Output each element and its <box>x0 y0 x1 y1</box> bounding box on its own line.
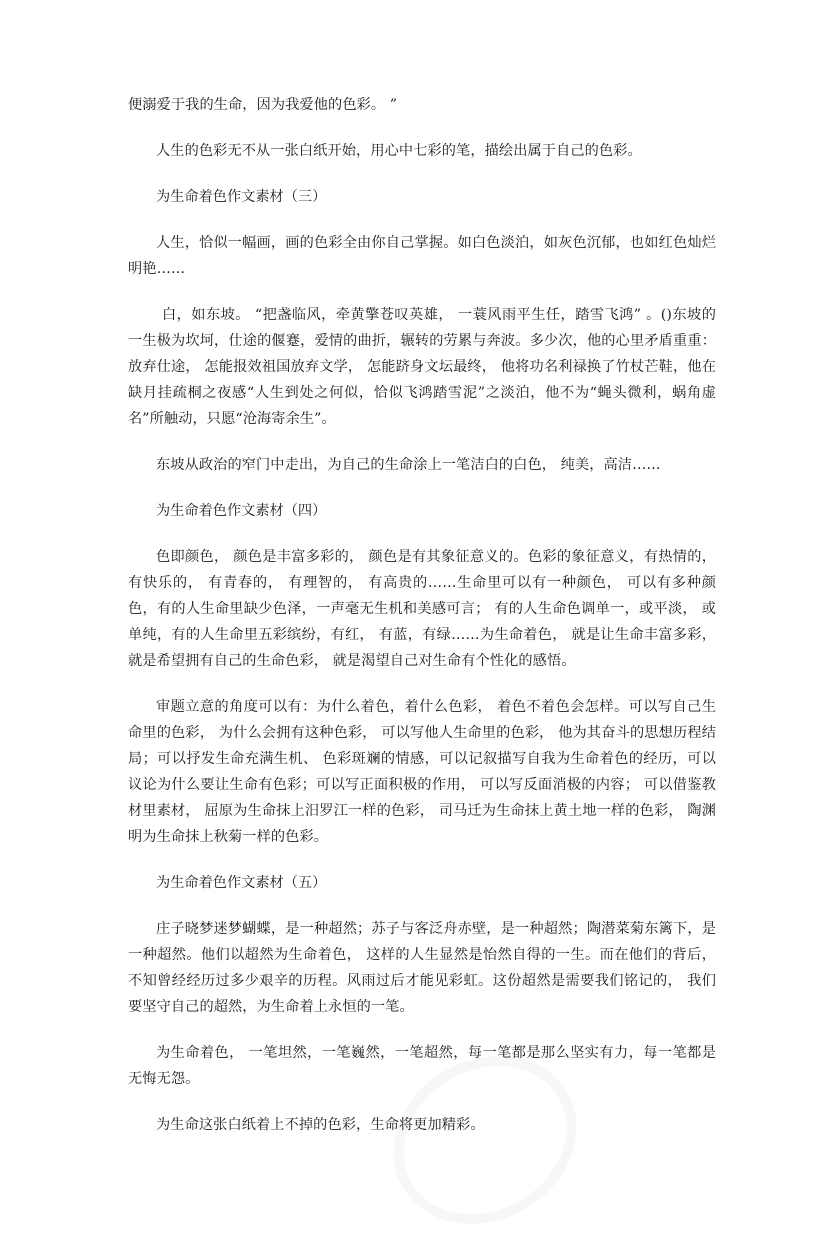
paragraph-7: 审题立意的角度可以有：为什么着色，着什么色彩， 着色不着色会怎样。可以写自己生命里的色彩， 为什么会拥有这种色彩， 可以写他人生命里的色彩， 他为其奋斗的思想历程结局；可以抒发生命充满生机、 色彩斑斓的情感，可以记叙描写自我为生命着色的经历，可以议论为什么要让生命有色彩；可以写正面积极的作用， 可以写反面消极的内容； 可以借鉴教材里素材， 屈原为生命抹上汨罗江一样的色彩， 司马迁为生命抹上黄土地一样的色彩， 陶渊明为生命抹上秋菊一样的色彩。 <box>128 699 716 845</box>
paragraph-4: 白，如东坡。 “把盏临风，牵黄擎苍叹英雄， 一蓑风雨平生任，踏雪飞鸿” 。()东坡的一生极为坎坷，仕途的偃蹇，爱情的曲折，辗转的劳累与奔波。多少次，他的心里矛盾重重：放弃仕途， 怎能报效祖国放弃文学， 怎能跻身文坛最终， 他将功名利禄换了竹杖芒鞋，他在缺月挂疏桐之夜感“人生到处之何似，恰似飞鸿踏雪泥”之淡泊，他不为“蝇头微利，蜗角虚名”所触动，只愿“沧海寄余生”。 <box>128 307 716 427</box>
paragraph-6: 色即颜色， 颜色是丰富多彩的， 颜色是有其象征意义的。色彩的象征意义，有热情的，有快乐的， 有青春的， 有理智的， 有高贵的……生命里可以有一种颜色， 可以有多种颜色，有的人生命里缺少色泽，一声毫无生机和美感可言； 有的人生命色调单一，或平淡， 或单纯，有的人生命里五彩缤纷，有红， 有蓝，有绿……为生命着色， 就是让生命丰富多彩， 就是希望拥有自己的生命色彩， 就是渴望自己对生命有个性化的感悟。 <box>128 549 716 669</box>
section-heading-5: 为生命着色作文素材（五） <box>156 875 327 891</box>
section-heading-4: 为生命着色作文素材（四） <box>156 503 327 519</box>
paragraph-2: 人生的色彩无不从一张白纸开始，用心中七彩的笔，描绘出属于自己的色彩。 <box>156 143 642 159</box>
paragraph-9: 为生命着色， 一笔坦然，一笔巍然，一笔超然，每一笔都是那么坚实有力，每一笔都是无悔无怨。 <box>128 1045 716 1087</box>
paragraph-8: 庄子晓梦迷梦蝴蝶，是一种超然；苏子与客泛舟赤壁，是一种超然；陶潜菜菊东篱下，是一种超然。他们以超然为生命着色， 这样的人生显然是怡然自得的一生。而在他们的背后，不知曾经经历过多少艰辛的历程。风雨过后才能见彩虹。这份超然是需要我们铭记的， 我们要坚守自己的超然，为生命着上永恒的一笔。 <box>128 921 716 1015</box>
paragraph-10: 为生命这张白纸着上不掉的色彩，生命将更加精彩。 <box>156 1117 485 1133</box>
paragraph-3: 人生，恰似一幅画，画的色彩全由你自己掌握。如白色淡泊，如灰色沉郁，也如红色灿烂明艳…… <box>128 235 716 277</box>
document-body <box>128 92 716 1158</box>
paragraph-1: 便溺爱于我的生命，因为我爱他的色彩。 ” <box>128 97 398 113</box>
section-heading-3: 为生命着色作文素材（三） <box>156 189 327 205</box>
paragraph-5: 东坡从政治的窄门中走出，为自己的生命涂上一笔洁白的白色， 纯美，高洁…… <box>156 457 661 473</box>
